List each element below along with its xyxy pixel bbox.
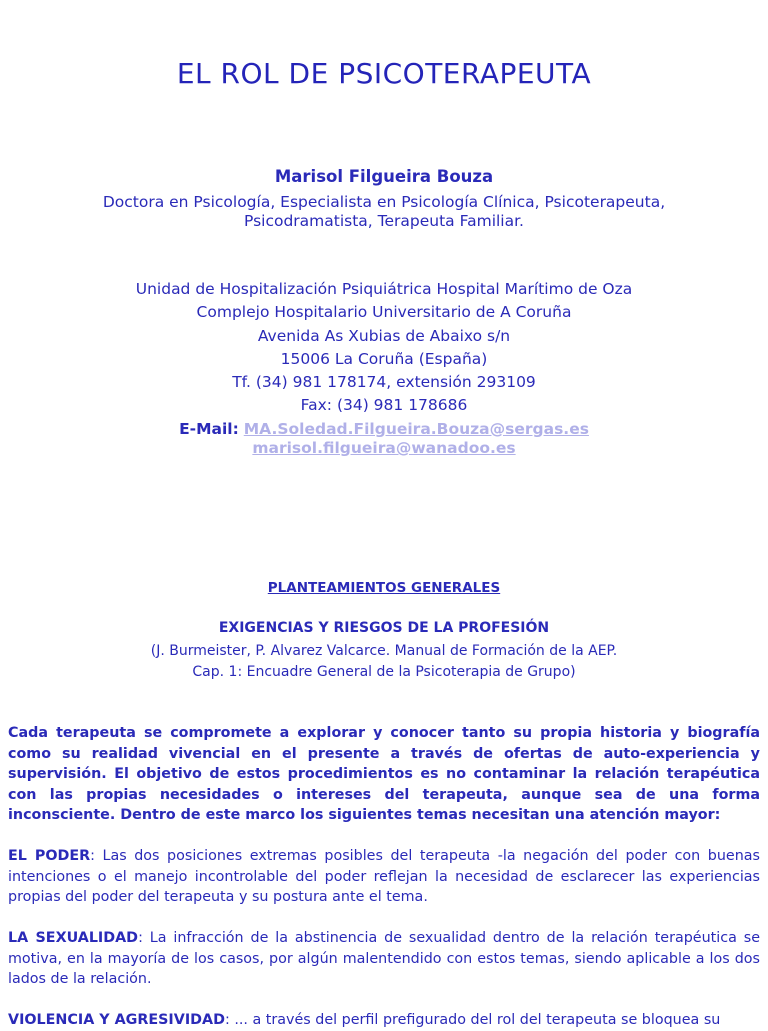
address-line-unit: Unidad de Hospitalización Psiquiátrica Hospital Marítimo de Oza bbox=[135, 280, 633, 298]
email-row bbox=[0, 418, 768, 461]
reference-line-2: Cap. 1: Encuadre General de la Psicoterapia de Grupo) bbox=[192, 664, 576, 680]
reference-line-1: (J. Burmeister, P. Alvarez Valcarce. Manual de Formación de la AEP. bbox=[150, 643, 618, 659]
paragraph-violencia bbox=[8, 1010, 760, 1031]
fax-line: Fax: (34) 981 178686 bbox=[300, 396, 468, 415]
author-credentials: Doctora en Psicología, Especialista en Psicología Clínica, Psicoterapeuta, Psicodramatista, Terapeuta Familiar. bbox=[102, 193, 666, 230]
address-line-city: 15006 La Coruña (España) bbox=[280, 349, 488, 368]
paragraph-violencia-text: : ... a través del perfil prefigurado del rol del terapeuta se bloquea su bbox=[224, 1012, 721, 1028]
address-line-street: Avenida As Xubias de Abaixo s/n bbox=[257, 326, 511, 345]
phone-line: Tf. (34) 981 178174, extensión 293109 bbox=[232, 373, 536, 392]
intro-paragraph: Cada terapeuta se compromete a explorar y conocer tanto su propia historia y biografía como su realidad vivencial en el presente a través de ofertas de auto-experiencia y supervisión. El objetivo de estos procedimientos es no contaminar la relación terapéutica con las propias necesidades o intereses del terapeuta, aunque sea de una forma inconsciente. Dentro de este marco los siguientes temas necesitan una atención mayor: bbox=[8, 725, 760, 823]
email-link-secondary[interactable]: marisol.filgueira@wanadoo.es bbox=[252, 439, 516, 458]
paragraph-poder-text: : Las dos posiciones extremas posibles del terapeuta -la negación del poder con buenas intenciones o el manejo incontrolable del poder reflejan la necesidad de esclarecer las experiencias propias del poder del terapeuta y su postura ante el tema. bbox=[8, 848, 760, 905]
section-subheading: EXIGENCIAS Y RIESGOS DE LA PROFESIÓN bbox=[218, 620, 550, 636]
paragraph-poder bbox=[8, 846, 760, 908]
paragraph-poder-lead: EL PODER bbox=[8, 848, 91, 864]
contact-block bbox=[0, 278, 768, 460]
paragraph-sexualidad bbox=[8, 928, 760, 990]
paragraph-violencia-lead: VIOLENCIA Y AGRESIVIDAD bbox=[8, 1012, 225, 1028]
paragraph-sexualidad-lead: LA SEXUALIDAD bbox=[8, 930, 139, 946]
email-label: E-Mail: bbox=[179, 419, 239, 438]
document-title: EL ROL DE PSICOTERAPEUTA bbox=[176, 57, 592, 90]
email-link-primary[interactable]: MA.Soledad.Filgueira.Bouza@sergas.es bbox=[243, 419, 589, 438]
author-name: Marisol Filgueira Bouza bbox=[274, 167, 494, 186]
paragraph-sexualidad-text: : La infracción de la abstinencia de sexualidad dentro de la relación terapéutica se motiva, en la mayoría de los casos, por algún malentendido con estos temas, siendo aplicable a los dos lados de la relación. bbox=[8, 930, 761, 987]
reference-citation bbox=[0, 641, 768, 683]
address-line-complex: Complejo Hospitalario Universitario de A Coruña bbox=[196, 303, 572, 322]
section-heading: PLANTEAMIENTOS GENERALES bbox=[267, 580, 501, 596]
